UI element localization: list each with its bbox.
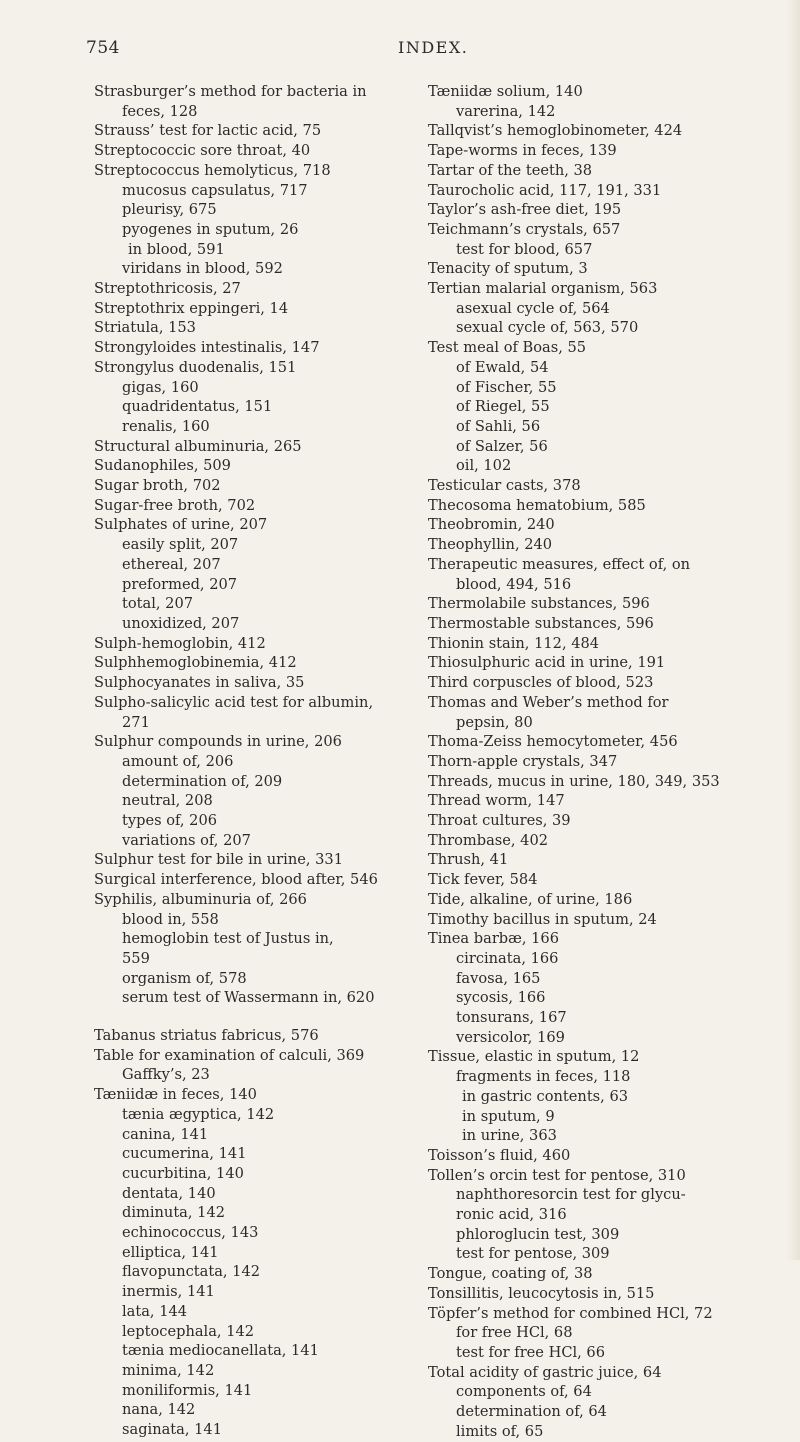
index-subentry: test for blood, 657 [456, 240, 593, 258]
index-subentry: mucosus capsulatus, 717 [122, 181, 308, 199]
index-subentry: cucumerina, 141 [122, 1145, 247, 1163]
index-entry: Tongue, coating of, 38 [428, 1265, 593, 1283]
index-entry: Surgical interference, blood after, 546 [94, 871, 378, 889]
index-subentry: of Fischer, 55 [456, 378, 557, 396]
index-subentry: diminuta, 142 [122, 1204, 226, 1222]
index-entry: Teichmann’s crystals, 657 [428, 220, 621, 238]
index-entry: Tartar of the teeth, 38 [428, 161, 593, 179]
index-subentry: echinococcus, 143 [122, 1224, 259, 1242]
index-entry: Syphilis, albuminuria of, 266 [94, 890, 307, 908]
page-number: 754 [86, 38, 120, 58]
index-subentry: in sputum, 9 [462, 1107, 555, 1125]
index-entry: Sulphates of urine, 207 [94, 516, 268, 534]
index-subentry: in blood, 591 [128, 240, 225, 258]
index-subentry: nana, 142 [122, 1401, 196, 1419]
index-entry: Strongylus duodenalis, 151 [94, 358, 297, 376]
index-subentry: ronic acid, 316 [456, 1206, 567, 1224]
index-entry: Thrombase, 402 [428, 831, 549, 849]
index-entry: Thionin stain, 112, 484 [428, 634, 600, 652]
index-subentry: test for free HCl, 66 [456, 1344, 605, 1361]
index-subentry: variations of, 207 [122, 831, 251, 849]
index-entry: Test meal of Boas, 55 [428, 339, 587, 357]
index-subentry: sycosis, 166 [456, 989, 546, 1007]
index-entry: Sulphur compounds in urine, 206 [94, 733, 342, 751]
index-subentry: pleurisy, 675 [122, 201, 217, 219]
index-subentry: tonsurans, 167 [456, 1009, 567, 1027]
index-entry: Total acidity of gastric juice, 64 [428, 1363, 662, 1381]
index-entry: Streptothricosis, 27 [94, 280, 241, 298]
index-entry: Theobromin, 240 [428, 516, 555, 534]
index-subentry: asexual cycle of, 564 [456, 299, 610, 317]
index-entry: Thermostable substances, 596 [428, 614, 654, 632]
index-entry: Timothy bacillus in sputum, 24 [428, 910, 657, 928]
index-subentry: fragments in feces, 118 [456, 1068, 631, 1086]
index-entry: Therapeutic measures, effect of, on [428, 555, 691, 573]
index-entry: Theophyllin, 240 [428, 536, 553, 554]
index-entry: Sugar broth, 702 [94, 477, 221, 495]
index-entry: Sulph-hemoglobin, 412 [94, 634, 266, 652]
index-entry: Streptococcic sore throat, 40 [94, 142, 311, 160]
index-subentry: determination of, 64 [456, 1403, 607, 1421]
index-entry: Thiosulphuric acid in urine, 191 [428, 654, 666, 672]
index-entry: Taurocholic acid, 117, 191, 331 [428, 181, 662, 199]
index-subentry: limits of, 65 [456, 1422, 544, 1440]
index-subentry: renalis, 160 [122, 417, 210, 435]
index-entry: Toisson’s fluid, 460 [428, 1146, 571, 1164]
index-subentry: varerina, 142 [456, 102, 556, 120]
index-entry: Streptothrix eppingeri, 14 [94, 299, 289, 317]
index-entry: Sugar-free broth, 702 [94, 496, 256, 514]
index-entry: Testicular casts, 378 [428, 477, 581, 495]
index-entry: Tertian malarial organism, 563 [428, 280, 658, 298]
index-entry: Tæniidæ solium, 140 [428, 83, 583, 100]
index-entry: Third corpuscles of blood, 523 [428, 674, 654, 692]
index-subentry: in urine, 363 [462, 1127, 557, 1145]
index-subentry: determination of, 209 [122, 772, 283, 790]
index-subentry: easily split, 207 [122, 536, 239, 554]
index-entry: Sulphhemoglobinemia, 412 [94, 654, 297, 672]
index-subentry: 271 [122, 713, 150, 731]
section-gap [94, 1008, 414, 1026]
index-column-left [94, 82, 414, 1440]
index-entry: Thrush, 41 [428, 851, 509, 869]
index-entry: Tabanus striatus fabricus, 576 [94, 1027, 319, 1045]
index-subentry: tænia ægyptica, 142 [122, 1105, 275, 1123]
index-entry: Table for examination of calculi, 369 [94, 1046, 365, 1064]
index-subentry: flavopunctata, 142 [122, 1263, 261, 1281]
index-entry: Throat cultures, 39 [428, 812, 571, 830]
index-subentry: canina, 141 [122, 1125, 209, 1143]
index-entry: Tæniidæ in feces, 140 [94, 1086, 257, 1104]
index-entry: Tonsillitis, leucocytosis in, 515 [428, 1284, 655, 1302]
index-entry: Tenacity of sputum, 3 [428, 260, 588, 278]
index-subentry: phloroglucin test, 309 [456, 1225, 620, 1243]
index-subentry: leptocephala, 142 [122, 1322, 255, 1340]
index-subentry: components of, 64 [456, 1383, 592, 1401]
index-subentry: versicolor, 169 [456, 1028, 565, 1046]
index-entry: Thoma-Zeiss hemocytometer, 456 [428, 733, 678, 751]
index-subentry: gigas, 160 [122, 378, 199, 396]
index-subentry: unoxidized, 207 [122, 614, 240, 632]
index-subentry: viridans in blood, 592 [122, 260, 283, 278]
index-subentry: in gastric contents, 63 [462, 1087, 629, 1105]
index-subentry: cucurbitina, 140 [122, 1164, 244, 1182]
index-column-right [428, 82, 756, 1442]
running-head-title: INDEX. [398, 38, 469, 57]
index-subentry: for free HCl, 68 [456, 1324, 573, 1342]
index-subentry: preformed, 207 [122, 575, 238, 593]
index-subentry: dentata, 140 [122, 1184, 216, 1202]
index-subentry: circinata, 166 [456, 949, 559, 967]
index-entry: Sulphur test for bile in urine, 331 [94, 851, 343, 869]
index-entry: Töpfer’s method for combined HCl, 72 [428, 1304, 713, 1322]
index-entry: Tallqvist’s hemoglobinometer, 424 [428, 122, 683, 140]
index-entry: Tollen’s orcin test for pentose, 310 [428, 1166, 686, 1184]
index-subentry: hemoglobin test of Justus in, [122, 930, 334, 948]
index-entry: Threads, mucus in urine, 180, 349, 353 [428, 772, 720, 790]
page-edge-shadow [786, 0, 800, 1260]
index-subentry: of Riegel, 55 [456, 398, 550, 416]
index-subentry: organism of, 578 [122, 969, 247, 987]
index-subentry: sexual cycle of, 563, 570 [456, 319, 639, 337]
index-entry: Tick fever, 584 [428, 871, 538, 889]
index-subentry: test for pentose, 309 [456, 1245, 610, 1263]
index-entry: Taylor’s ash-free diet, 195 [428, 201, 622, 219]
index-subentry: of Sahli, 56 [456, 417, 541, 435]
index-entry: Strasburger’s method for bacteria in [94, 83, 367, 100]
index-entry: Strauss’ test for lactic acid, 75 [94, 122, 322, 140]
index-subentry: moniliformis, 141 [122, 1381, 253, 1399]
index-subentry: total, 207 [122, 595, 194, 613]
index-subentry: pepsin, 80 [456, 713, 533, 731]
index-subentry: Gaffky’s, 23 [122, 1066, 210, 1084]
index-entry: Thomas and Weber’s method for [428, 693, 669, 711]
index-entry: Striatula, 153 [94, 319, 196, 337]
index-entry: Tinea barbæ, 166 [428, 930, 559, 948]
index-subentry: tænia mediocanellata, 141 [122, 1342, 319, 1360]
index-entry: Sulpho-salicylic acid test for albumin, [94, 693, 374, 711]
page-header [86, 38, 714, 62]
index-entry: Thermolabile substances, 596 [428, 595, 650, 613]
index-entry: Tide, alkaline, of urine, 186 [428, 890, 633, 908]
index-subentry: saginata, 141 [122, 1421, 222, 1439]
index-subentry: lata, 144 [122, 1302, 188, 1320]
index-subentry: naphthoresorcin test for glycu- [456, 1186, 686, 1204]
index-subentry: oil, 102 [456, 457, 512, 475]
index-entry: Thecosoma hematobium, 585 [428, 496, 646, 514]
index-entry: Streptococcus hemolyticus, 718 [94, 161, 331, 179]
index-subentry: amount of, 206 [122, 752, 234, 770]
index-entry: Structural albuminuria, 265 [94, 437, 302, 455]
index-subentry: types of, 206 [122, 812, 218, 830]
index-subentry: 559 [122, 949, 150, 967]
index-subentry: of Salzer, 56 [456, 437, 548, 455]
index-entry: Thorn-apple crystals, 347 [428, 752, 618, 770]
index-subentry: neutral, 208 [122, 792, 213, 810]
index-entry: Sulphocyanates in saliva, 35 [94, 674, 305, 692]
index-subentry: pyogenes in sputum, 26 [122, 220, 299, 238]
index-entry: Sudanophiles, 509 [94, 457, 231, 475]
index-subentry: blood, 494, 516 [456, 575, 572, 593]
index-subentry: feces, 128 [122, 102, 198, 120]
index-entry: Tissue, elastic in sputum, 12 [428, 1048, 640, 1066]
index-subentry: favosa, 165 [456, 969, 541, 987]
index-subentry: elliptica, 141 [122, 1243, 219, 1261]
index-entry: Strongyloides intestinalis, 147 [94, 339, 320, 357]
index-entry: Tape-worms in feces, 139 [428, 142, 617, 160]
index-subentry: blood in, 558 [122, 910, 219, 928]
index-subentry: of Ewald, 54 [456, 358, 549, 376]
index-subentry: minima, 142 [122, 1362, 215, 1379]
index-entry: Thread worm, 147 [428, 792, 565, 810]
index-subentry: serum test of Wassermann in, 620 [122, 989, 375, 1007]
index-subentry: ethereal, 207 [122, 555, 221, 573]
index-subentry: quadridentatus, 151 [122, 398, 273, 416]
index-subentry: inermis, 141 [122, 1283, 215, 1301]
